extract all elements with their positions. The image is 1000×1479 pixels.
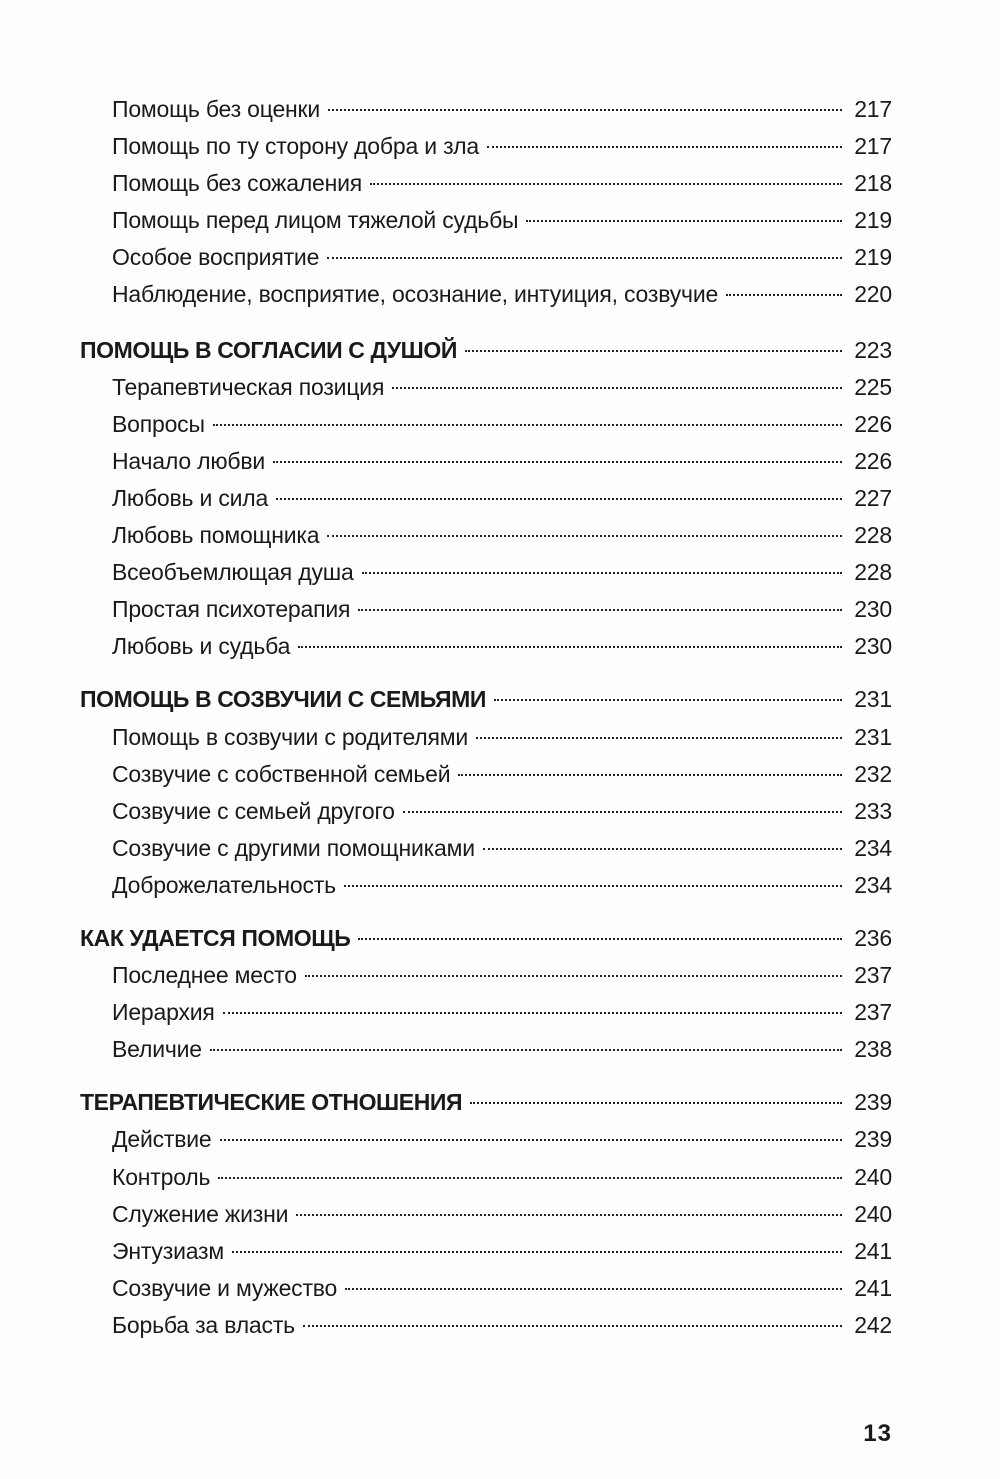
toc-entry[interactable] <box>80 761 892 798</box>
entry-title: Терапевтическая позиция <box>112 373 385 400</box>
dot-leader <box>213 424 842 426</box>
entry-title: Особое восприятие <box>112 244 320 271</box>
entry-title: Помощь перед лицом тяжелой судьбы <box>112 207 519 234</box>
dot-leader <box>303 1325 842 1327</box>
entry-page-number: 237 <box>854 962 892 989</box>
entry-page-number: 233 <box>854 797 892 824</box>
toc-entry[interactable] <box>80 1312 892 1349</box>
dot-leader <box>458 774 842 776</box>
dot-leader <box>210 1049 842 1051</box>
entry-page-number: 228 <box>854 522 892 549</box>
toc-entry[interactable] <box>80 244 892 281</box>
entry-page-number: 241 <box>854 1237 892 1264</box>
dot-leader <box>345 1288 842 1290</box>
dot-leader <box>370 183 842 185</box>
toc-entry[interactable] <box>80 1126 892 1163</box>
entry-title: Начало любви <box>112 447 266 474</box>
entry-page-number: 239 <box>854 1089 892 1116</box>
entry-page-number: 227 <box>854 484 892 511</box>
table-of-contents <box>80 96 892 1365</box>
dot-leader <box>476 737 842 739</box>
toc-group <box>80 686 892 909</box>
dot-leader <box>273 461 842 463</box>
entry-page-number: 223 <box>854 336 892 363</box>
section-title: ПОМОЩЬ В СОГЛАСИИ С ДУШОЙ <box>80 336 457 363</box>
dot-leader <box>494 699 842 701</box>
toc-entry[interactable] <box>80 1036 892 1073</box>
dot-leader <box>327 257 842 259</box>
dot-leader <box>344 885 842 887</box>
toc-entry[interactable] <box>80 374 892 411</box>
toc-group <box>80 96 892 319</box>
entry-title: Помощь без сожаления <box>112 170 363 197</box>
entry-title: Любовь и судьба <box>112 633 291 660</box>
page-number: 13 <box>863 1420 892 1447</box>
dot-leader <box>483 848 842 850</box>
toc-entry[interactable] <box>80 1275 892 1312</box>
entry-page-number: 226 <box>854 447 892 474</box>
section-title: ПОМОЩЬ В СОЗВУЧИИ С СЕМЬЯМИ <box>80 686 487 713</box>
entry-title: Созвучие с другими помощниками <box>112 834 475 861</box>
toc-entry[interactable] <box>80 170 892 207</box>
entry-page-number: 226 <box>854 410 892 437</box>
entry-page-number: 234 <box>854 871 892 898</box>
section-title: ТЕРАПЕВТИЧЕСКИЕ ОТНОШЕНИЯ <box>80 1089 463 1116</box>
toc-group <box>80 337 892 671</box>
entry-title: Всеобъемлющая душа <box>112 559 354 586</box>
entry-page-number: 234 <box>854 834 892 861</box>
entry-page-number: 219 <box>854 207 892 234</box>
entry-title: Помощь по ту сторону добра и зла <box>112 133 479 160</box>
entry-title: Наблюдение, восприятие, осознание, интуиция, созвучие <box>112 281 719 308</box>
entry-title: Служение жизни <box>112 1200 289 1227</box>
toc-entry[interactable] <box>80 96 892 133</box>
dot-leader <box>358 938 842 940</box>
entry-title: Помощь в созвучии с родителями <box>112 723 469 750</box>
entry-page-number: 242 <box>854 1311 892 1338</box>
dot-leader <box>392 387 842 389</box>
toc-section-heading[interactable] <box>80 925 892 962</box>
toc-entry[interactable] <box>80 448 892 485</box>
entry-title: Любовь и сила <box>112 484 269 511</box>
toc-entry[interactable] <box>80 798 892 835</box>
dot-leader <box>358 609 842 611</box>
toc-entry[interactable] <box>80 724 892 761</box>
entry-page-number: 237 <box>854 999 892 1026</box>
entry-title: Действие <box>112 1126 212 1153</box>
entry-title: Энтузиазм <box>112 1237 225 1264</box>
toc-section-heading[interactable] <box>80 337 892 374</box>
entry-page-number: 240 <box>854 1200 892 1227</box>
entry-title: Иерархия <box>112 999 215 1026</box>
dot-leader <box>726 294 842 296</box>
entry-page-number: 217 <box>854 133 892 160</box>
entry-page-number: 231 <box>854 686 892 713</box>
entry-page-number: 220 <box>854 281 892 308</box>
entry-page-number: 228 <box>854 559 892 586</box>
entry-page-number: 236 <box>854 924 892 951</box>
toc-entry[interactable] <box>80 411 892 448</box>
entry-title: Любовь помощника <box>112 522 320 549</box>
entry-title: Вопросы <box>112 410 205 437</box>
toc-entry[interactable] <box>80 1238 892 1275</box>
entry-title: Борьба за власть <box>112 1311 295 1338</box>
toc-entry[interactable] <box>80 633 892 670</box>
dot-leader <box>470 1102 842 1104</box>
entry-page-number: 230 <box>854 596 892 623</box>
entry-page-number: 241 <box>854 1274 892 1301</box>
entry-page-number: 218 <box>854 170 892 197</box>
toc-entry[interactable] <box>80 133 892 170</box>
dot-leader <box>220 1139 842 1141</box>
section-title: КАК УДАЕТСЯ ПОМОЩЬ <box>80 924 351 951</box>
toc-group <box>80 925 892 1073</box>
entry-title: Созвучие с семьей другого <box>112 797 395 824</box>
toc-entry[interactable] <box>80 207 892 244</box>
toc-entry[interactable] <box>80 522 892 559</box>
entry-page-number: 219 <box>854 244 892 271</box>
dot-leader <box>296 1214 842 1216</box>
entry-page-number: 230 <box>854 633 892 660</box>
entry-page-number: 238 <box>854 1036 892 1063</box>
dot-leader <box>327 535 842 537</box>
entry-page-number: 225 <box>854 373 892 400</box>
toc-section-heading[interactable] <box>80 686 892 723</box>
entry-title: Величие <box>112 1036 202 1063</box>
toc-entry[interactable] <box>80 559 892 596</box>
entry-title: Помощь без оценки <box>112 96 321 122</box>
dot-leader <box>276 498 842 500</box>
entry-title: Последнее место <box>112 962 297 989</box>
toc-section-heading[interactable] <box>80 1089 892 1126</box>
entry-title: Созвучие и мужество <box>112 1274 338 1301</box>
dot-leader <box>526 220 842 222</box>
toc-entry[interactable] <box>80 485 892 522</box>
dot-leader <box>403 811 842 813</box>
dot-leader <box>328 109 842 111</box>
entry-title: Контроль <box>112 1163 211 1190</box>
toc-entry[interactable] <box>80 281 892 318</box>
entry-title: Созвучие с собственной семьей <box>112 760 451 787</box>
toc-group <box>80 1089 892 1349</box>
toc-entry[interactable] <box>80 835 892 872</box>
toc-entry[interactable] <box>80 1201 892 1238</box>
entry-title: Простая психотерапия <box>112 596 351 623</box>
toc-entry[interactable] <box>80 999 892 1036</box>
dot-leader <box>305 975 842 977</box>
entry-page-number: 231 <box>854 723 892 750</box>
dot-leader <box>223 1012 842 1014</box>
dot-leader <box>298 646 842 648</box>
dot-leader <box>487 146 842 148</box>
toc-entry[interactable] <box>80 872 892 909</box>
entry-page-number: 240 <box>854 1163 892 1190</box>
toc-entry[interactable] <box>80 1164 892 1201</box>
entry-title: Доброжелательность <box>112 871 336 898</box>
dot-leader <box>362 572 842 574</box>
entry-page-number: 217 <box>854 96 892 122</box>
dot-leader <box>232 1251 842 1253</box>
dot-leader <box>465 350 842 352</box>
toc-entry[interactable] <box>80 596 892 633</box>
entry-page-number: 232 <box>854 760 892 787</box>
entry-page-number: 239 <box>854 1126 892 1153</box>
toc-entry[interactable] <box>80 962 892 999</box>
dot-leader <box>218 1177 842 1179</box>
